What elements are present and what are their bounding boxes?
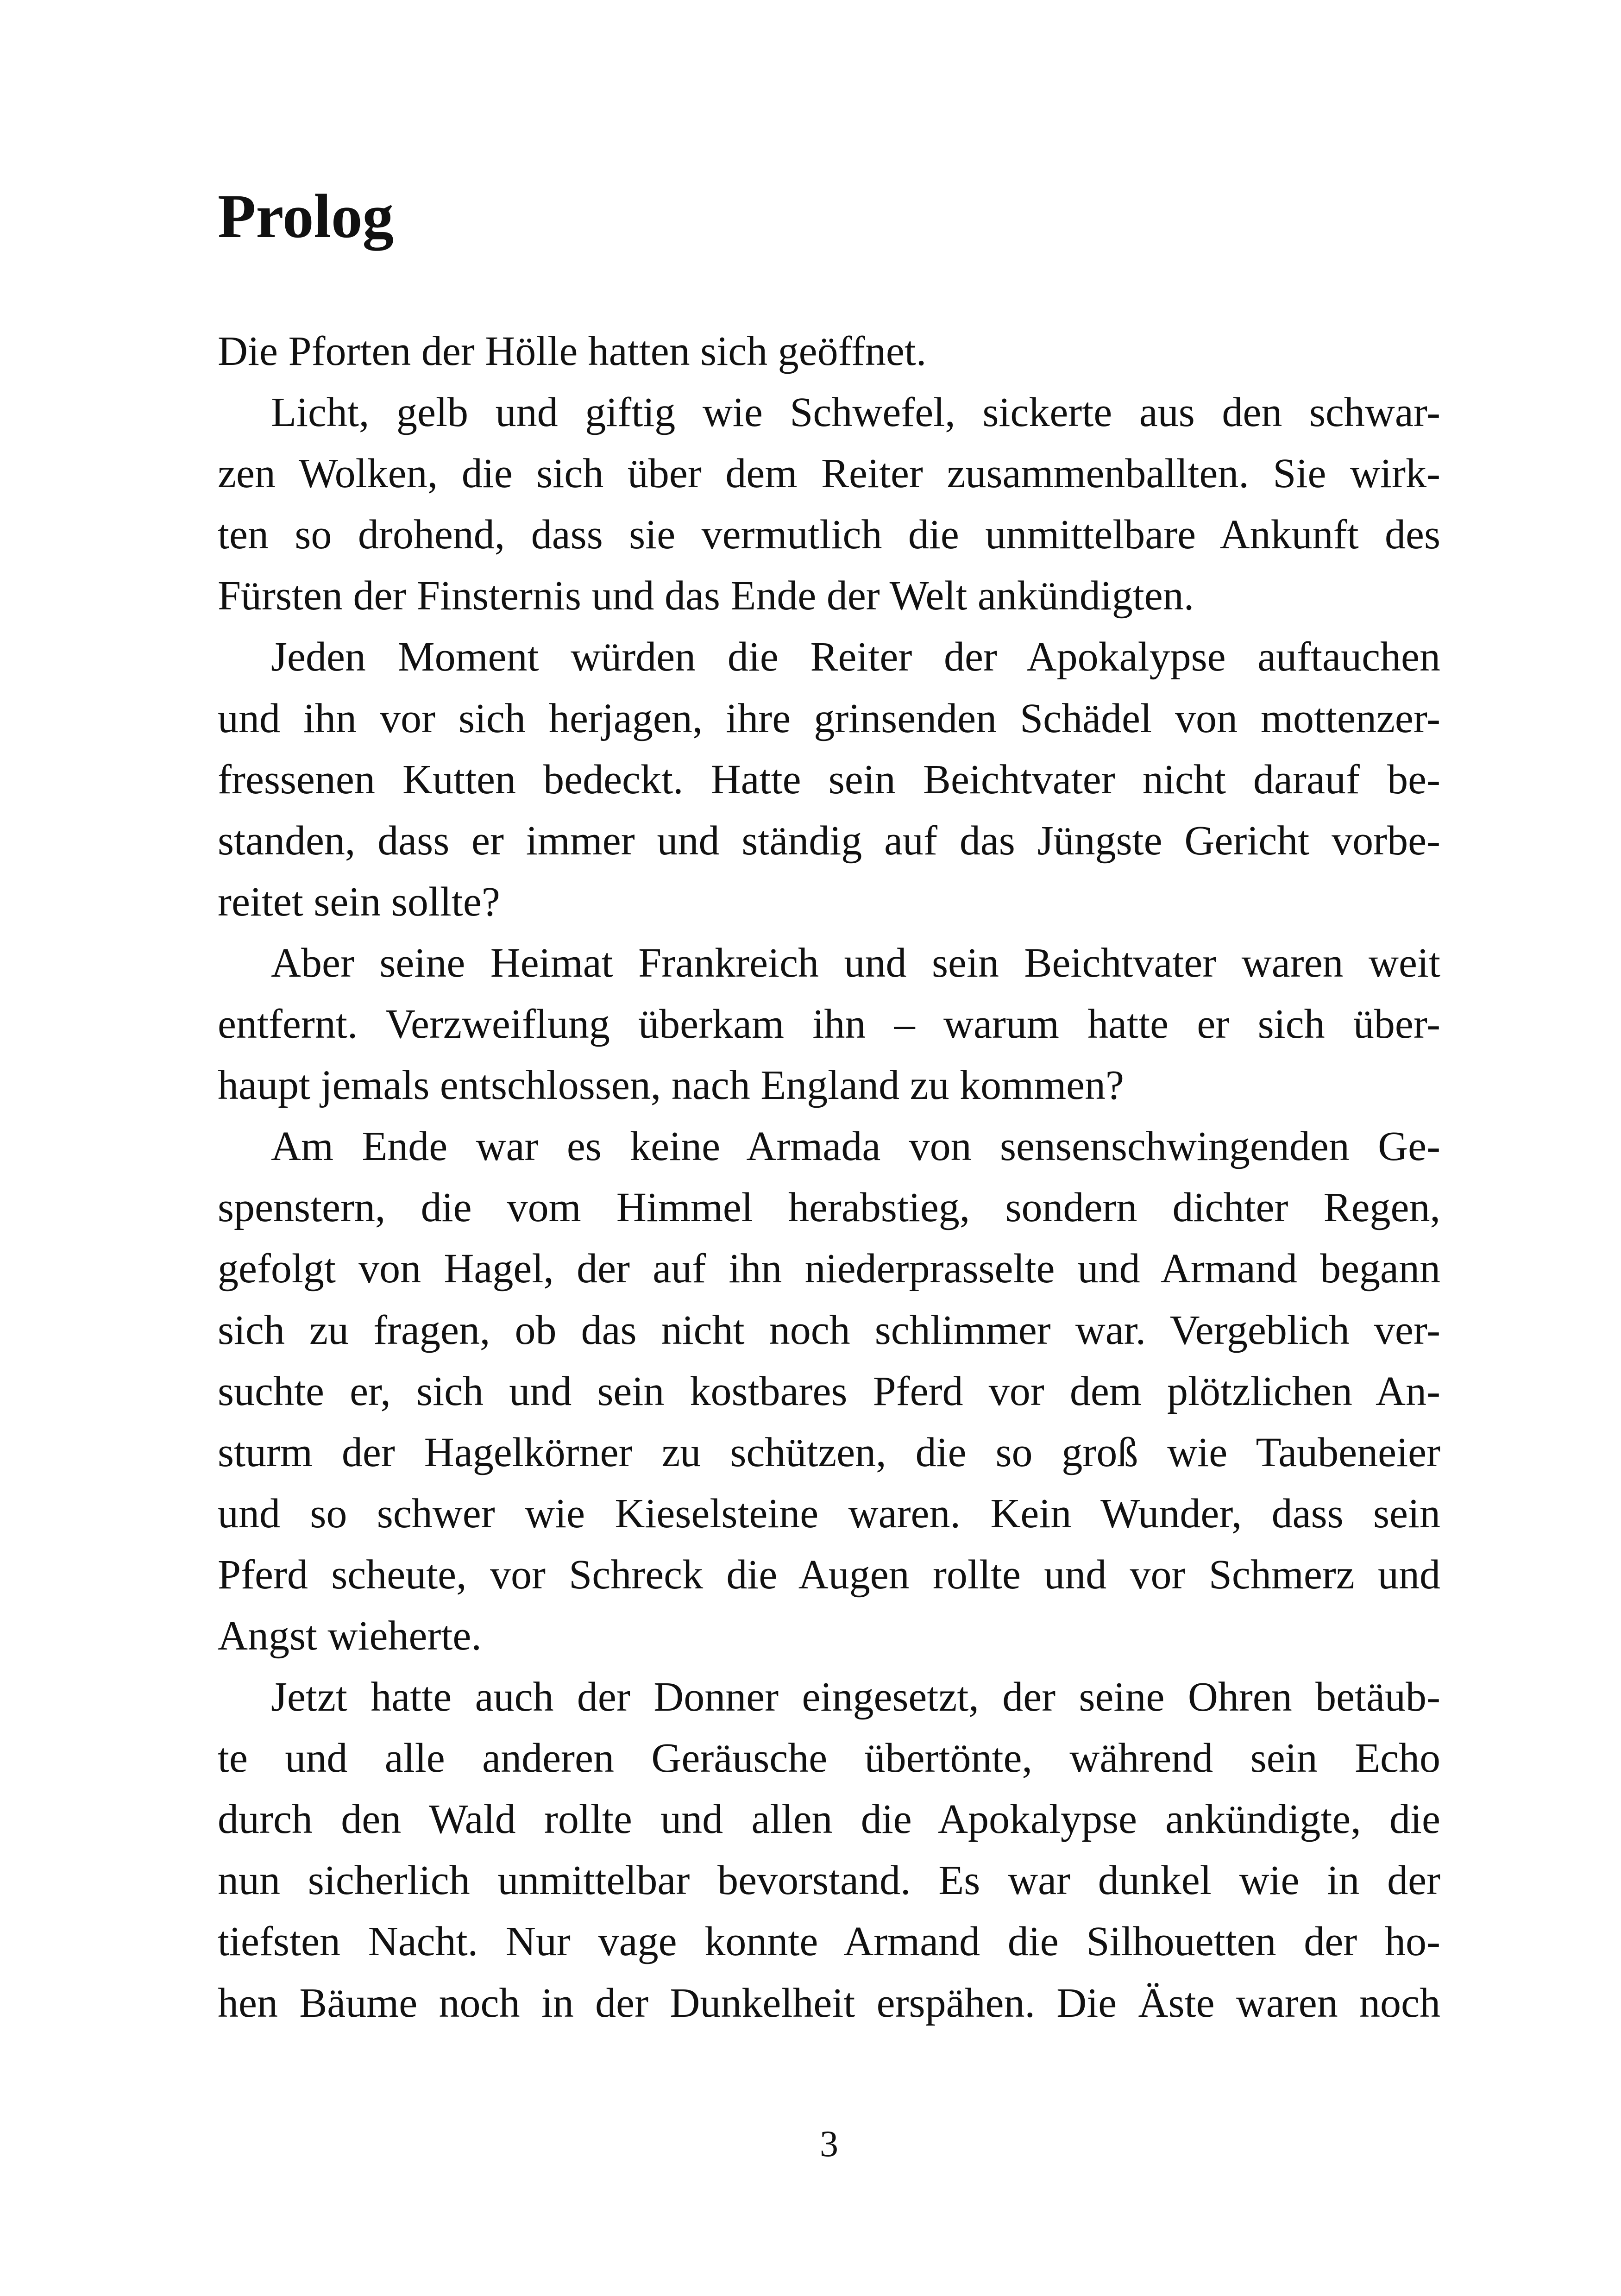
text-line: sturm der Hagelkörner zu schützen, die so groß wie Taubeneier	[218, 1429, 1440, 1475]
text-line: spenstern, die vom Himmel herabstieg, sondern dichter Regen,	[218, 1185, 1440, 1231]
text-line: te und alle anderen Geräusche übertönte, während sein Echo	[218, 1735, 1440, 1782]
text-line: fressenen Kutten bedeckt. Hatte sein Beichtvater nicht darauf be-	[218, 756, 1440, 803]
text-line: zen Wolken, die sich über dem Reiter zusammenballten. Sie wirk-	[218, 451, 1440, 497]
text-line: entfernt. Verzweiflung überkam ihn – warum hatte er sich über-	[218, 1001, 1440, 1048]
text-line: reitet sein sollte?	[218, 878, 500, 925]
text-line: gefolgt von Hagel, der auf ihn niederprasselte und Armand begann	[218, 1246, 1440, 1292]
text-line: sich zu fragen, ob das nicht noch schlimmer war. Vergeblich ver-	[218, 1307, 1440, 1353]
text-line: tiefsten Nacht. Nur vage konnte Armand die Silhouetten der ho-	[218, 1919, 1440, 1965]
text-line: Jetzt hatte auch der Donner eingesetzt, der seine Ohren betäub-	[271, 1674, 1440, 1720]
text-line: Am Ende war es keine Armada von sensenschwingenden Ge-	[271, 1123, 1440, 1170]
text-line: hen Bäume noch in der Dunkelheit erspähen. Die Äste waren noch	[218, 1980, 1440, 2026]
text-line: und so schwer wie Kieselsteine waren. Kein Wunder, dass sein	[218, 1490, 1440, 1537]
text-line: Jeden Moment würden die Reiter der Apokalypse auftauchen	[271, 634, 1440, 680]
text-line: und ihn vor sich herjagen, ihre grinsenden Schädel von mottenzer-	[218, 695, 1440, 741]
text-line: Fürsten der Finsternis und das Ende der Welt ankündigten.	[218, 573, 1194, 619]
text-line: haupt jemals entschlossen, nach England zu kommen?	[218, 1062, 1124, 1109]
text-line: suchte er, sich und sein kostbares Pferd vor dem plötzlichen An-	[218, 1368, 1440, 1414]
text-line: Pferd scheute, vor Schreck die Augen rollte und vor Schmerz und	[218, 1551, 1440, 1598]
text-line: Aber seine Heimat Frankreich und sein Beichtvater waren weit	[271, 940, 1440, 986]
text-line: ten so drohend, dass sie vermutlich die unmittelbare Ankunft des	[218, 512, 1440, 558]
page-number: 3	[820, 2124, 838, 2164]
chapter-title: Prolog	[218, 182, 394, 251]
book-page	[218, 0, 1440, 2296]
text-line: Angst wieherte.	[218, 1612, 482, 1659]
text-line: Die Pforten der Hölle hatten sich geöffnet.	[218, 328, 927, 374]
text-line: nun sicherlich unmittelbar bevorstand. Es war dunkel wie in der	[218, 1857, 1440, 1904]
text-line: durch den Wald rollte und allen die Apokalypse ankündigte, die	[218, 1796, 1440, 1843]
body-text	[218, 321, 1440, 2034]
text-line: standen, dass er immer und ständig auf das Jüngste Gericht vorbe-	[218, 817, 1440, 864]
text-line: Licht, gelb und giftig wie Schwefel, sickerte aus den schwar-	[271, 389, 1440, 436]
